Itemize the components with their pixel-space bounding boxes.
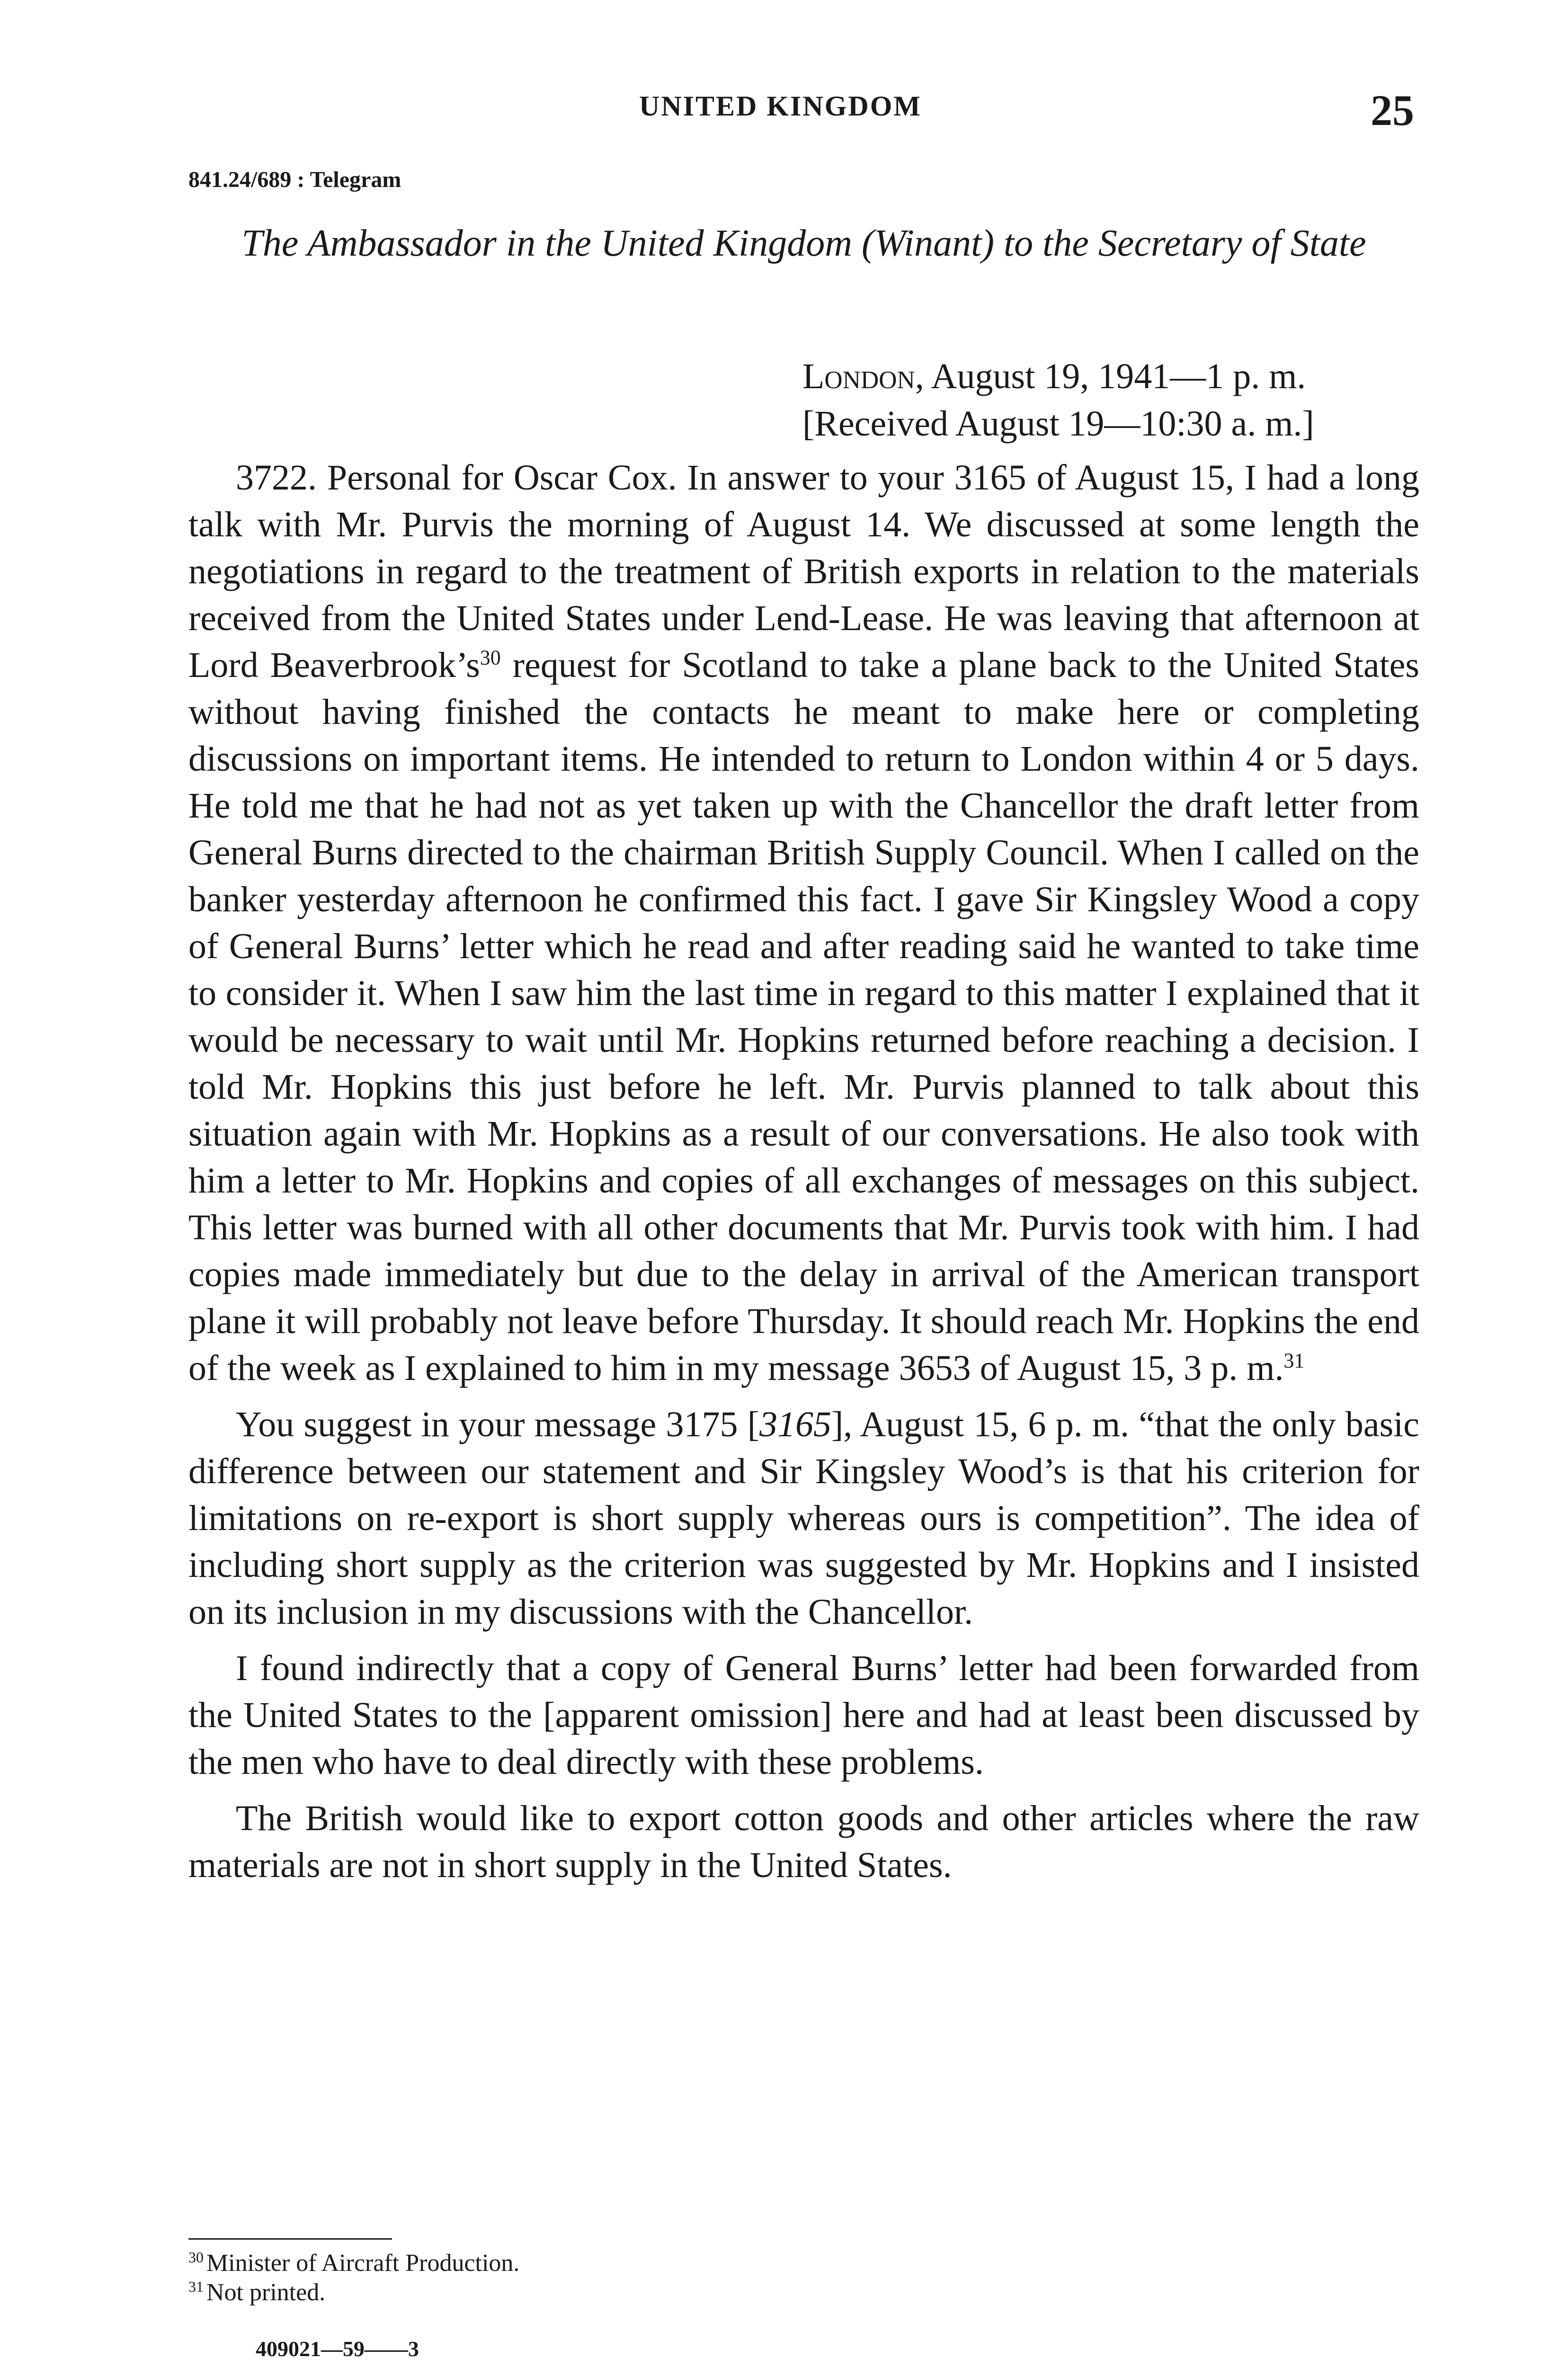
running-head: UNITED KINGDOM xyxy=(639,90,922,122)
paragraph-2-text-a: You suggest in your message 3175 [ xyxy=(236,1405,760,1444)
dateline xyxy=(802,353,1314,447)
footnote-ref-31: 31 xyxy=(1283,1349,1305,1372)
footnote-number: 30 xyxy=(188,2248,204,2266)
paragraph-2-text-b: ], August 15, 6 p. m. “that the only basic difference between our statement and Sir Kingsley Wood’s is that his criterion for limitations on re-export is short supply whereas ours is competition”. The idea of including short supply as the criterion was suggested by Mr. Hopkins and I insisted on its inclusion in my discussions with the Chancellor. xyxy=(188,1405,1419,1632)
paragraph-4: The British would like to export cotton goods and other articles where the raw materials are not in short supply in the United States. xyxy=(188,1798,1419,1885)
document-title: The Ambassador in the United Kingdom (Winant) to the Secretary of State xyxy=(241,222,1366,264)
footnote-text: Minister of Aircraft Production. xyxy=(206,2250,520,2277)
footnote-ref-30: 30 xyxy=(480,646,501,669)
paragraph-2 xyxy=(188,1401,1419,1636)
paragraph-1-text-b: request for Scotland to take a plane back to the United States without having finished the contacts he meant to make here or completing discussions on important items. He intended to return to London within 4 or 5 days. He told me that he had not as yet taken up with the Chancellor the draft letter from General Burns directed to the chairman British Supply Council. When I called on the banker yesterday afternoon he confirmed this fact. I gave Sir Kingsley Wood a copy of General Burns’ letter which he read and after reading said he wanted to take time to consider it. When I saw him the last time in regard to this matter I explained that it would be necessary to wait until Mr. Hopkins returned before reaching a decision. I told Mr. Hopkins this just before he left. Mr. Purvis planned to talk about this situation again with Mr. Hopkins as a result of our conversations. He also took with him a letter to Mr. Hopkins and copies of all exchanges of messages on this subject. This letter was burned with all other documents that Mr. Purvis took with him. I had copies made immediately but due to the delay in arrival of the American transport plane it will probably not leave before Thursday. It should reach Mr. Hopkins the end of the week as I explained to him in my message 3653 of August 15, 3 p. m. xyxy=(188,645,1419,1388)
footnote-number: 31 xyxy=(188,2278,204,2295)
page-number: 25 xyxy=(1371,86,1414,134)
dateline-sent xyxy=(802,353,1314,400)
file-reference: 841.24/689 : Telegram xyxy=(188,167,401,192)
telegram-body xyxy=(188,454,1419,1889)
footnote-item xyxy=(188,2249,519,2278)
footnote-text: Not printed. xyxy=(206,2279,326,2306)
printer-code: 409021—59——3 xyxy=(256,2337,419,2361)
paragraph-1 xyxy=(188,454,1419,1392)
paragraph-1-text-a: 3722. Personal for Oscar Cox. In answer to your 3165 of August 15, I had a long talk with Mr. Purvis the morning of August 14. We discussed at some length the negotiations in regard to the treatment of British exports in relation to the materials received from the United States under Lend-Lease. He was leaving that afternoon at Lord Beaverbrook’s xyxy=(188,458,1419,685)
footnotes xyxy=(188,2249,519,2307)
footnote-divider xyxy=(188,2238,392,2240)
dateline-received: [Received August 19—10:30 a. m.] xyxy=(802,404,1314,444)
paragraph-2-correction: 3165 xyxy=(759,1405,832,1444)
paragraph-3: I found indirectly that a copy of General Burns’ letter had been forwarded from the United States to the [apparent omission] here and had at least been discussed by the men who have to deal directly with these problems. xyxy=(188,1648,1419,1782)
dateline-place: London xyxy=(802,356,915,396)
dateline-date: , August 19, 1941—1 p. m. xyxy=(915,356,1306,396)
footnote-item xyxy=(188,2278,519,2307)
